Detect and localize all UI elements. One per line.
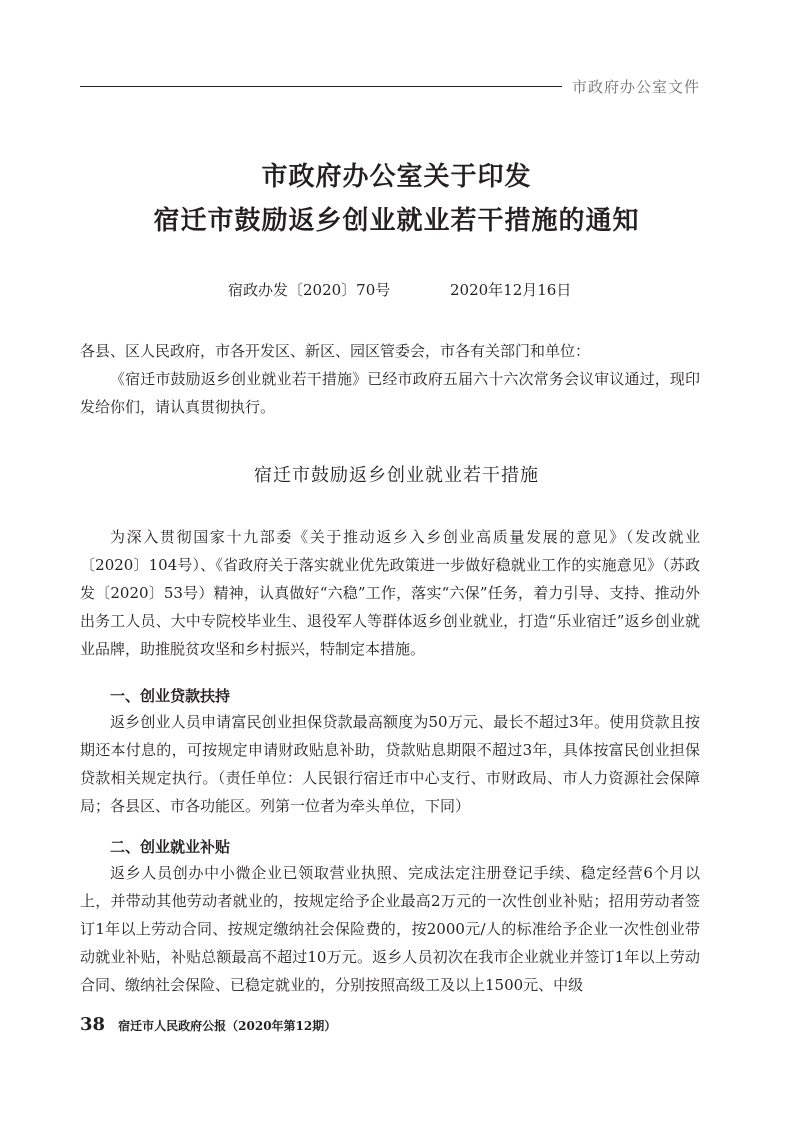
publication-title: 宿迁市人民政府公报（2020年第12期） xyxy=(118,1019,337,1033)
header-label: 市政府办公室文件 xyxy=(572,78,701,96)
page-number: 38 xyxy=(80,1014,106,1035)
section2-heading: 二、创业就业补贴 xyxy=(110,838,231,856)
measures-title: 宿迁市鼓励返乡创业就业若干措施 xyxy=(254,465,539,486)
document-date: 2020年12月16日 xyxy=(450,281,572,299)
document-title-line2: 宿迁市鼓励返乡创业就业若干措施的通知 xyxy=(153,206,640,236)
document-title-line1: 市政府办公室关于印发 xyxy=(261,162,532,192)
document-number: 宿政办发〔2020〕70号 xyxy=(228,281,391,299)
header-rule xyxy=(80,86,562,87)
section2-body: 返乡人员创办中小微企业已领取营业执照、完成法定注册登记手续、稳定经营6个月以上，并带动其他劳动者就业的，按规定给予企业最高2万元的一次性创业补贴；招用劳动者签订1年以上劳动合同、按规定缴纳社会保险费的，按2000元/人的标准给予企业一次性创业带动就业补贴，补贴总额最高不超过10万元。返乡人员初次在我市企业就业并签订1年以上劳动合同、缴纳社会保险、已稳定就业的，分别按照高级工及以上1500元、中级 xyxy=(80,864,700,994)
footer xyxy=(80,1014,336,1035)
measures-intro: 为深入贯彻国家十九部委《关于推动返乡入乡创业高质量发展的意见》（发改就业〔2020〕104号）、《省政府关于落实就业优先政策进一步做好稳就业工作的实施意见》（苏政发〔2020〕53号）精神，认真做好“六稳”工作，落实“六保”任务，着力引导、支持、推动外出务工人员、大中专院校毕业生、退役军人等群体返乡创业就业，打造“乐业宿迁”返乡创业就业品牌，助推脱贫攻坚和乡村振兴，特制定本措施。 xyxy=(80,528,700,658)
section1-body: 返乡创业人员申请富民创业担保贷款最高额度为50万元、最长不超过3年。使用贷款且按期还本付息的，可按规定申请财政贴息补助，贷款贴息期限不超过3年，具体按富民创业担保贷款相关规定执行。（责任单位：人民银行宿迁市中心支行、市财政局、市人力资源社会保障局；各县区、市各功能区。列第一位者为牵头单位，下同） xyxy=(80,713,700,815)
section1-heading: 一、创业贷款扶持 xyxy=(110,687,231,705)
recipients: 各县、区人民政府，市各开发区、新区、园区管委会，市各有关部门和单位： xyxy=(80,342,591,360)
notice-body: 《宿迁市鼓励返乡创业就业若干措施》已经市政府五届六十六次常务会议审议通过，现印发给你们，请认真贯彻执行。 xyxy=(80,370,700,416)
